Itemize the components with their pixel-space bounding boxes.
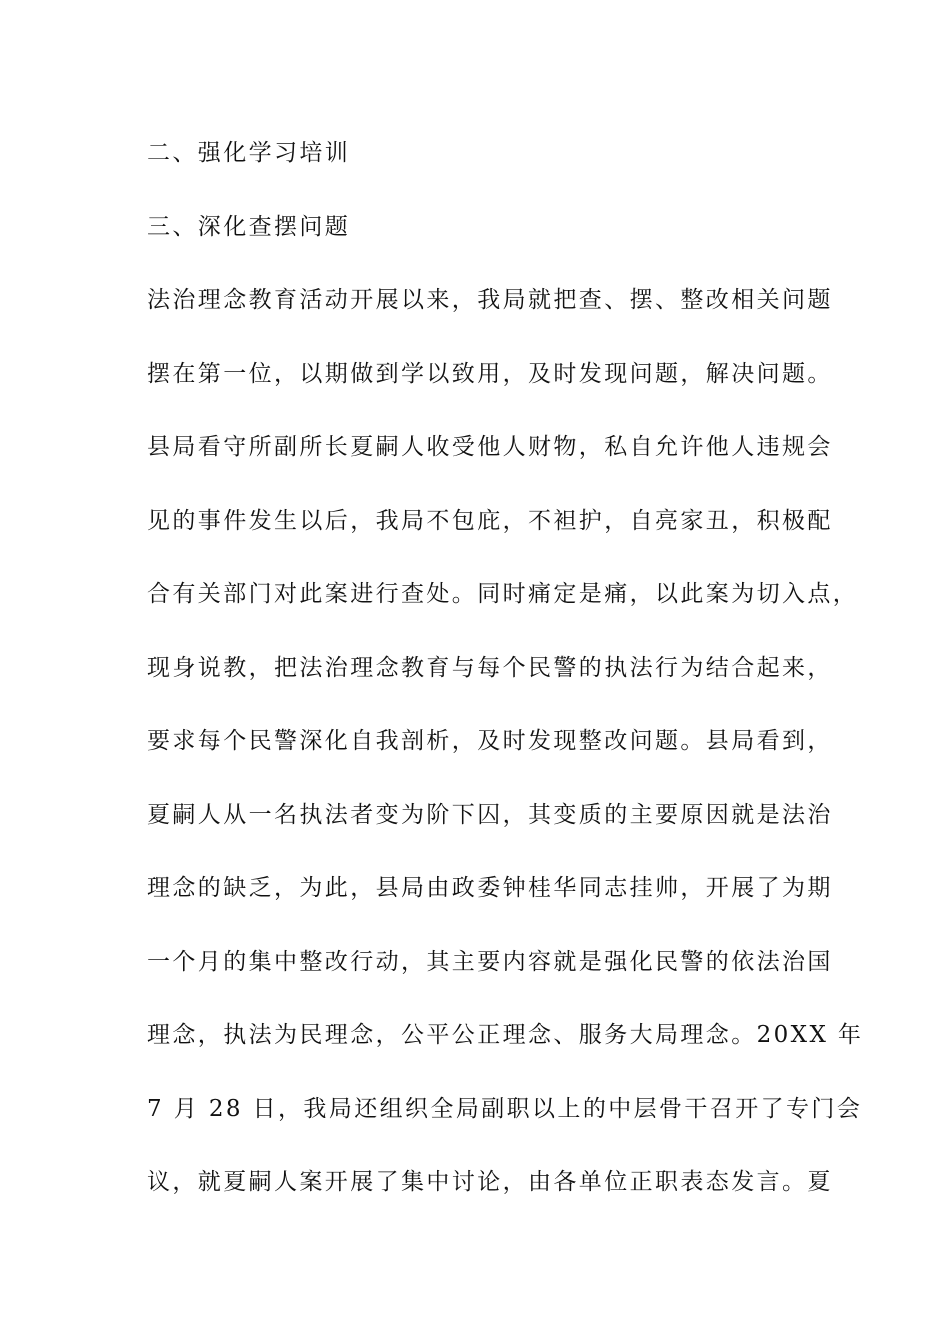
document-body <box>147 130 864 1233</box>
paragraph-line: 摆在第一位，以期做到学以致用，及时发现问题，解决问题。 <box>147 360 833 387</box>
paragraph-line: 一个月的集中整改行动，其主要内容就是强化民警的依法治国 <box>147 948 833 975</box>
paragraph-line: 夏嗣人从一名执法者变为阶下囚，其变质的主要原因就是法治 <box>147 801 833 828</box>
section-heading-2: 二、强化学习培训 <box>147 140 351 166</box>
paragraph-line: 合有关部门对此案进行查处。同时痛定是痛，以此案为切入点， <box>147 581 859 607</box>
paragraph-line: 理念的缺乏，为此，县局由政委钟桂华同志挂帅，开展了为期 <box>147 875 833 901</box>
paragraph-line: 议，就夏嗣人案开展了集中讨论，由各单位正职表态发言。夏 <box>147 1169 833 1195</box>
section-heading-3: 三、深化查摆问题 <box>147 213 351 240</box>
paragraph-line: 法治理念教育活动开展以来，我局就把查、摆、整改相关问题 <box>147 287 833 313</box>
paragraph-line: 理念，执法为民理念，公平公正理念、服务大局理念。20XX 年 <box>147 1022 864 1048</box>
paragraph-line: 现身说教，把法治理念教育与每个民警的执法行为结合起来， <box>147 654 833 681</box>
paragraph-line: 7 月 28 日，我局还组织全局副职以上的中层骨干召开了专门会 <box>147 1095 863 1122</box>
paragraph-line: 见的事件发生以后，我局不包庇，不袒护，自亮家丑，积极配 <box>147 507 833 534</box>
paragraph-line: 要求每个民警深化自我剖析，及时发现整改问题。县局看到， <box>147 728 833 754</box>
paragraph-line: 县局看守所副所长夏嗣人收受他人财物，私自允许他人违规会 <box>147 434 833 460</box>
